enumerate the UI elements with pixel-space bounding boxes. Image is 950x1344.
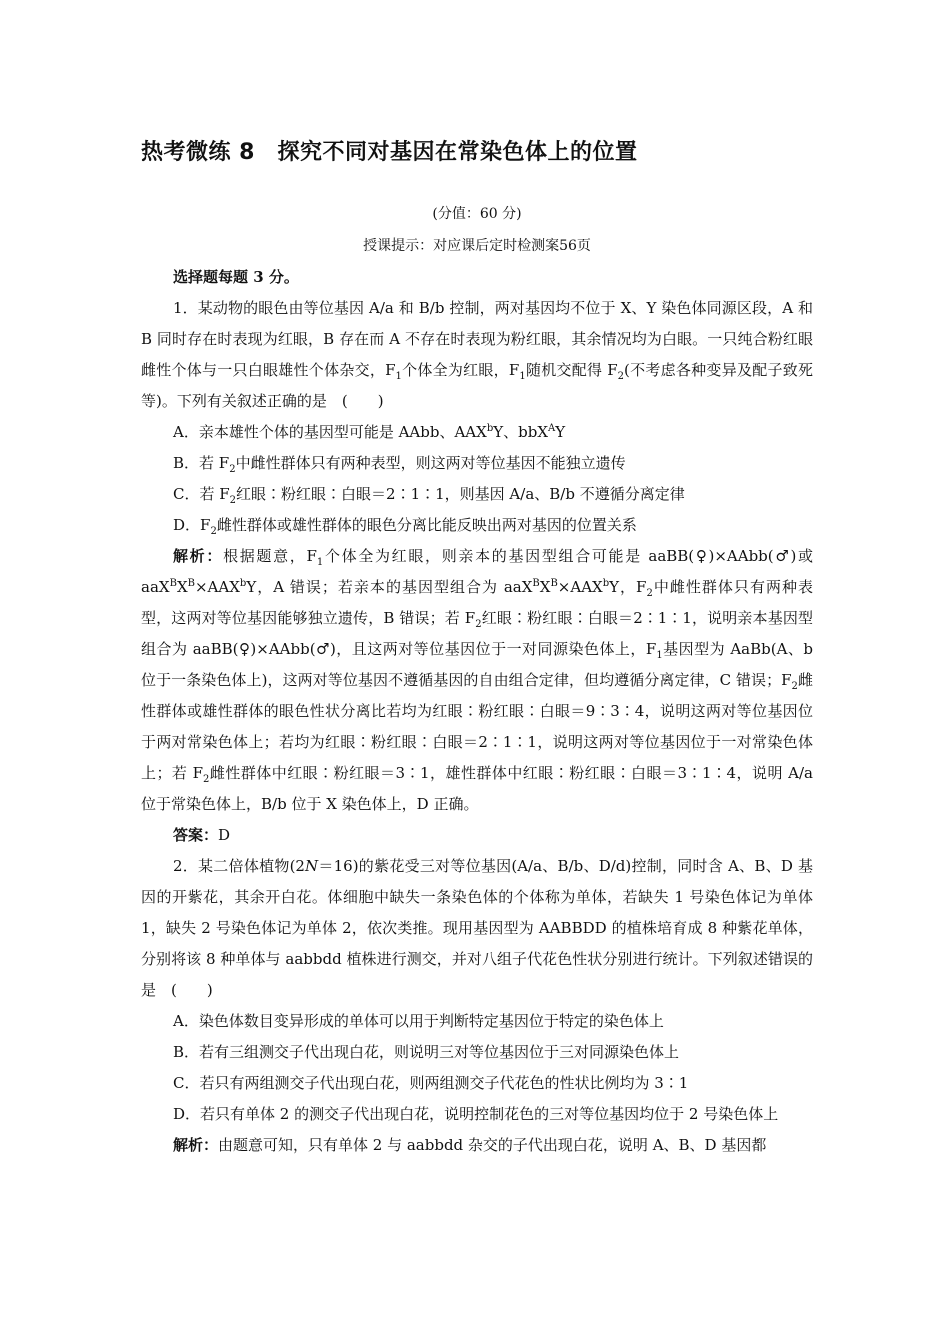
question-2-option-b: B．若有三组测交子代出现白花，则说明三对等位基因位于三对同源染色体上 (173, 1043, 680, 1061)
question-2-option-d: D．若只有单体 2 的测交子代出现白花，说明控制花色的三对等位基因均位于 2 号染色体上 (173, 1105, 779, 1123)
page-title: 热考微练 8 探究不同对基因在常染色体上的位置 (141, 140, 638, 165)
score-line: (分值：60 分) (432, 206, 522, 222)
question-2-stem: 2．某二倍体植物(2N＝16)的紫花受三对等位基因(A/a、B/b、D/d)控制，同时含 A、B、D 基因的开紫花，其余开白花。体细胞中缺失一条染色体的个体称为单体，若缺失 1 号染色体记为单体 1，缺失 2 号染色体记为单体 2，依次类推。现用基因型为 AABBDD 的植株培育成 8 种紫花单体，分别将该 8 种单体与 aabbdd 植株进行测交，并对八组子代花色性状分别进行统计。下列叙述错误的是 ( ) (141, 857, 813, 999)
section-note: 选择题每题 3 分。 (173, 268, 299, 286)
question-1-option-b: B．若 $F_2$中雌性群体只有两种表型，则这两对等位基因不能独立遗传 (173, 454, 626, 475)
question-1-stem: 1．某动物的眼色由等位基因 A/a 和 B/b 控制，两对基因均不位于 X、Y 染色体同源区段，A 和 B 同时存在时表现为红眼，B 存在而 A 不存在时表现为粉红眼，其余情况均为白眼。一只纯合粉红眼雌性个体与一只白眼雄性个体杂交，$F_1$个体全为红眼，$F_1$随机交配得 $F_2$(不考虑各种变异及配子致死等)。下列有关叙述正确的是 ( ) (141, 299, 813, 410)
question-2-option-c: C．若只有两组测交子代出现白花，则两组测交子代花色的性状比例均为 3∶1 (173, 1074, 689, 1092)
teaching-hint: 授课提示：对应课后定时检测案56页 (363, 238, 591, 254)
question-1-option-c: C．若 $F_2$红眼∶粉红眼∶白眼＝2∶1∶1，则基因 A/a、B/b 不遵循分离定律 (173, 485, 685, 506)
question-1-option-a: A．亲本雄性个体的基因型可能是 AAbb、AAX$^b$Y、bbX$^A$Y (173, 423, 566, 441)
question-1-analysis: 解析：根据题意，$F_1$个体全为红眼，则亲本的基因型组合可能是 aaBB(♀)×AAbb(♂)或 $aaX^BX^B\times AAX^bY$，A 错误；若亲本的基因型组合为 $aaX^BX^B\times AAX^bY$，$F_2$中雌性群体只有两种表型，这两对等位基因能够独立遗传，B 错误；若 $F_2$红眼∶粉红眼∶白眼＝2∶1∶1，说明亲本基因型组合为 aaBB(♀)×AAbb(♂)，且这两对等位基因位于一对同源染色体上，$F_1$基因型为 AaBb(A、b 位于一条染色体上)，这两对等位基因不遵循基因的自由组合定律，但均遵循分离定律，C 错误；$F_2$雌性群体或雄性群体的眼色性状分离比若均为红眼∶粉红眼∶白眼＝9∶3∶4，说明这两对等位基因位于两对常染色体上；若均为红眼∶粉红眼∶白眼＝2∶1∶1，说明这两对等位基因位于一对常染色体上；若 $F_2$雌性群体中红眼∶粉红眼＝3∶1，雄性群体中红眼∶粉红眼∶白眼＝3∶1∶4，说明 A/a 位于常染色体上，B/b 位于 X 染色体上，D 正确。 (141, 547, 813, 813)
question-1-option-d: D．$F_2$雌性群体或雄性群体的眼色分离比能反映出两对基因的位置关系 (173, 516, 637, 537)
document-page (141, 128, 813, 1161)
question-2-analysis: 解析：由题意可知，只有单体 2 与 aabbdd 杂交的子代出现白花，说明 A、B、D 基因都 (173, 1136, 767, 1154)
question-2-option-a: A．染色体数目变异形成的单体可以用于判断特定基因位于特定的染色体上 (173, 1012, 664, 1030)
question-1-answer: 答案：D (173, 826, 231, 844)
